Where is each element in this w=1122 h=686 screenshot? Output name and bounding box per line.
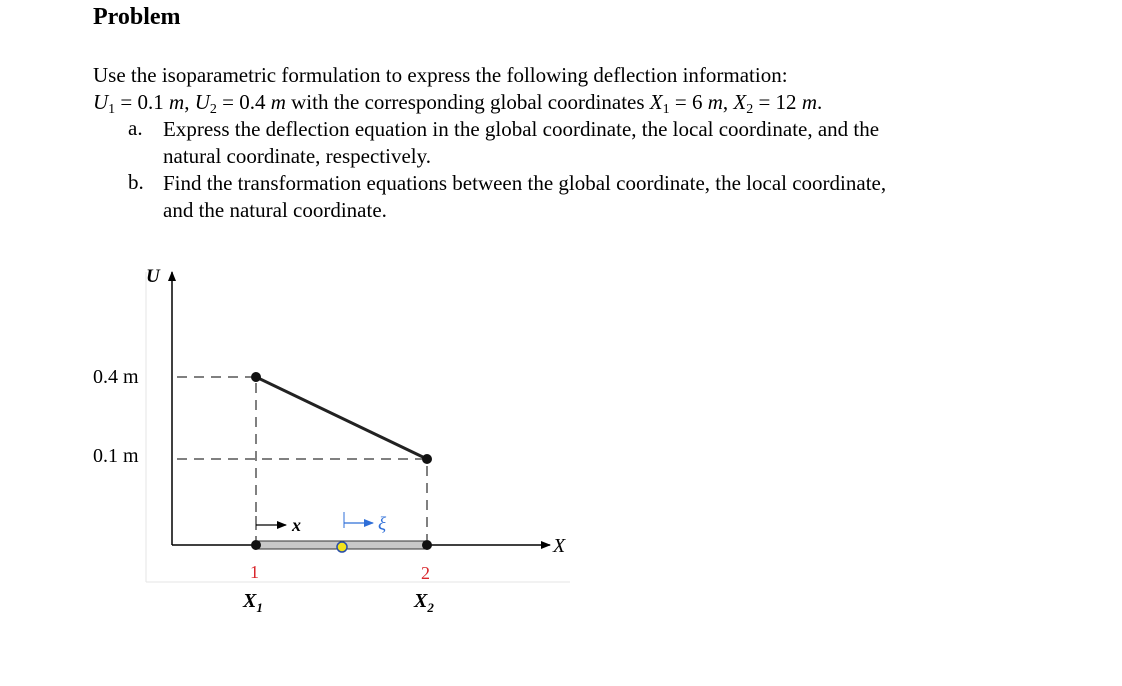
- period: .: [816, 90, 823, 114]
- u2-value: = 0.4: [216, 90, 271, 114]
- node-2-number: 2: [421, 563, 430, 583]
- node-1-number: 1: [250, 562, 259, 582]
- x2-value: = 12: [753, 90, 802, 114]
- u1-subscript: 1: [108, 102, 116, 117]
- natural-coordinate-label: ξ: [378, 514, 387, 535]
- local-coordinate-label: x: [292, 515, 301, 535]
- x2-unit: m: [801, 90, 817, 114]
- node-2-coord-symbol: X: [414, 590, 428, 612]
- item-a-line1: Express the deflection equation in the global coordinate, the local coordinate, and the: [163, 117, 880, 141]
- x2-symbol: X: [733, 90, 747, 114]
- tick-label-high: 0.4 m: [93, 366, 139, 388]
- item-a-marker: a.: [128, 116, 143, 140]
- u2-subscript: 2: [209, 102, 217, 117]
- node-1-coord-subscript: 1: [256, 600, 263, 615]
- separator: ,: [722, 90, 734, 114]
- center-node: [337, 542, 347, 552]
- item-b-line2: and the natural coordinate.: [163, 198, 387, 222]
- separator: ,: [184, 90, 195, 114]
- intro-text: Use the isoparametric formulation to express the following deflection information:: [93, 63, 788, 87]
- x2-subscript: 2: [746, 102, 754, 117]
- y-axis-label: U: [146, 266, 160, 287]
- u1-symbol: U: [93, 90, 109, 114]
- node-2-coord-subscript: 2: [427, 600, 434, 615]
- node-2-dot: [422, 540, 432, 550]
- deflection-point-2: [422, 454, 432, 464]
- item-b-line1: Find the transformation equations between the global coordinate, the local coordinate,: [163, 171, 887, 195]
- deflection-point-1: [251, 372, 261, 382]
- x-axis-label: X: [553, 535, 566, 557]
- x1-subscript: 1: [662, 102, 670, 117]
- u2-unit: m: [270, 90, 286, 114]
- x1-symbol: X: [649, 90, 663, 114]
- u2-symbol: U: [194, 90, 210, 114]
- node-1-coordinate: [242, 590, 263, 615]
- u1-unit: m: [169, 90, 185, 114]
- problem-heading: Problem: [93, 4, 181, 30]
- x1-unit: m: [707, 90, 723, 114]
- u1-value: = 0.1: [115, 90, 170, 114]
- deflection-line: [256, 377, 427, 459]
- item-a-line2: natural coordinate, respectively.: [163, 144, 432, 168]
- node-1-dot: [251, 540, 261, 550]
- tick-label-low: 0.1 m: [93, 445, 139, 467]
- node-2-coordinate: [413, 590, 434, 615]
- item-b-marker: b.: [128, 170, 144, 194]
- node-1-coord-symbol: X: [243, 590, 257, 612]
- given-mid-text: with the corresponding global coordinates: [285, 90, 650, 114]
- x1-value: = 6: [669, 90, 708, 114]
